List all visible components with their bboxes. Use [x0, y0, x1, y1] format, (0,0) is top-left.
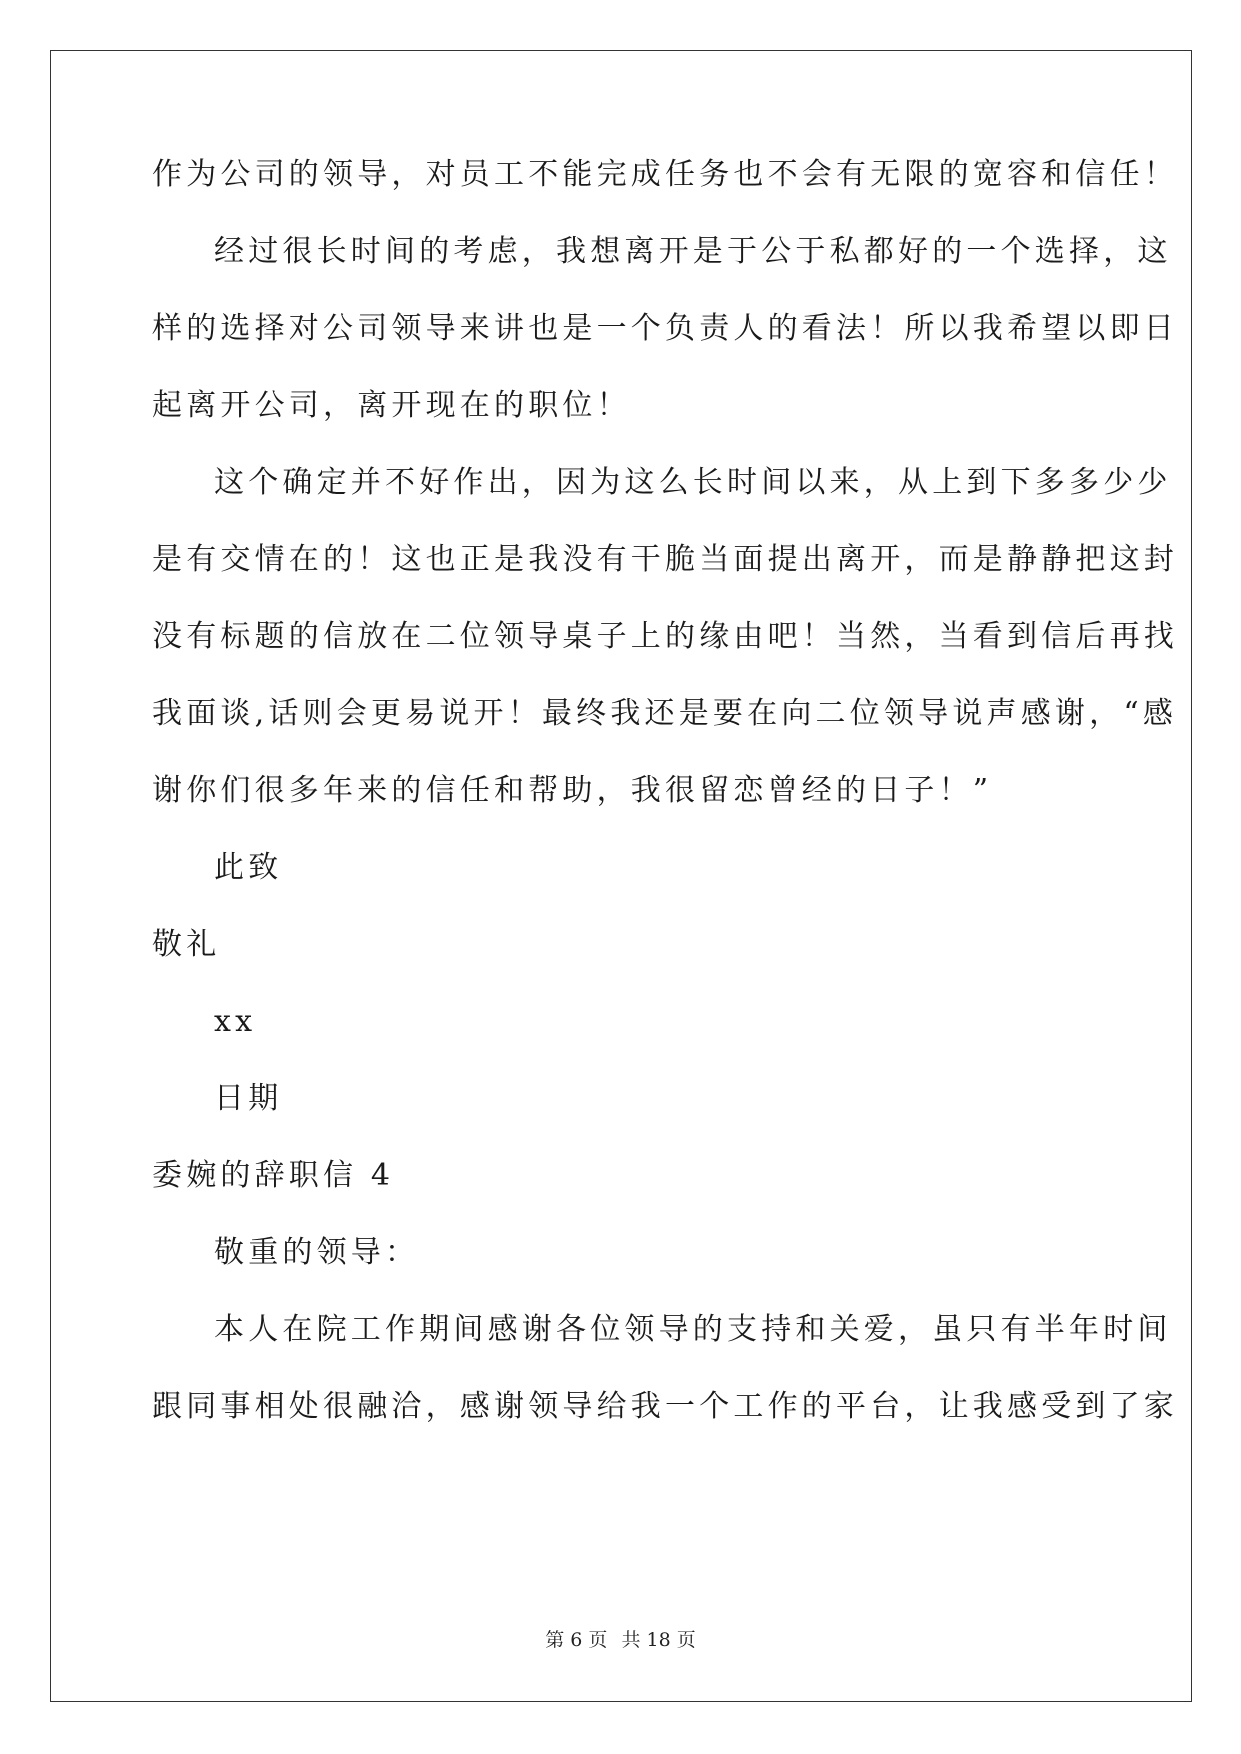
signature-name: xx: [214, 1004, 257, 1039]
page-total: 共 18 页: [621, 1629, 696, 1651]
section-heading: 委婉的辞职信 4: [152, 1158, 395, 1193]
paragraph-start: 经过很长时间的考虑，我想离开是于公于私都好的一个选择，这: [214, 234, 1172, 269]
closing-salutation: 此致: [214, 850, 283, 885]
text-line: 是有交情在的！这也正是我没有干脆当面提出离开，而是静静把这封: [152, 542, 1178, 577]
closing-regards: 敬礼: [152, 927, 221, 962]
text-line: 起离开公司，离开现在的职位！: [152, 388, 631, 423]
text-line: 跟同事相处很融洽，感谢领导给我一个工作的平台，让我感受到了家: [152, 1389, 1178, 1424]
text-line: 我面谈,话则会更易说开！最终我还是要在向二位领导说声感谢，“感: [152, 696, 1178, 731]
paragraph-start: 本人在院工作期间感谢各位领导的支持和关爱，虽只有半年时间: [214, 1312, 1172, 1347]
paragraph-start: 这个确定并不好作出，因为这么长时间以来，从上到下多多少少: [214, 465, 1172, 500]
letter-greeting: 敬重的领导：: [214, 1235, 420, 1270]
signature-date: 日期: [214, 1081, 283, 1116]
page-footer: [0, 1628, 1241, 1652]
text-line: 作为公司的领导，对员工不能完成任务也不会有无限的宽容和信任！: [152, 157, 1178, 192]
text-line: 没有标题的信放在二位领导桌子上的缘由吧！当然，当看到信后再找: [152, 619, 1178, 654]
text-line: 样的选择对公司领导来讲也是一个负责人的看法！所以我希望以即日: [152, 311, 1178, 346]
text-line: 谢你们很多年来的信任和帮助，我很留恋曾经的日子！”: [152, 773, 993, 808]
page-number: 第 6 页: [545, 1629, 608, 1651]
